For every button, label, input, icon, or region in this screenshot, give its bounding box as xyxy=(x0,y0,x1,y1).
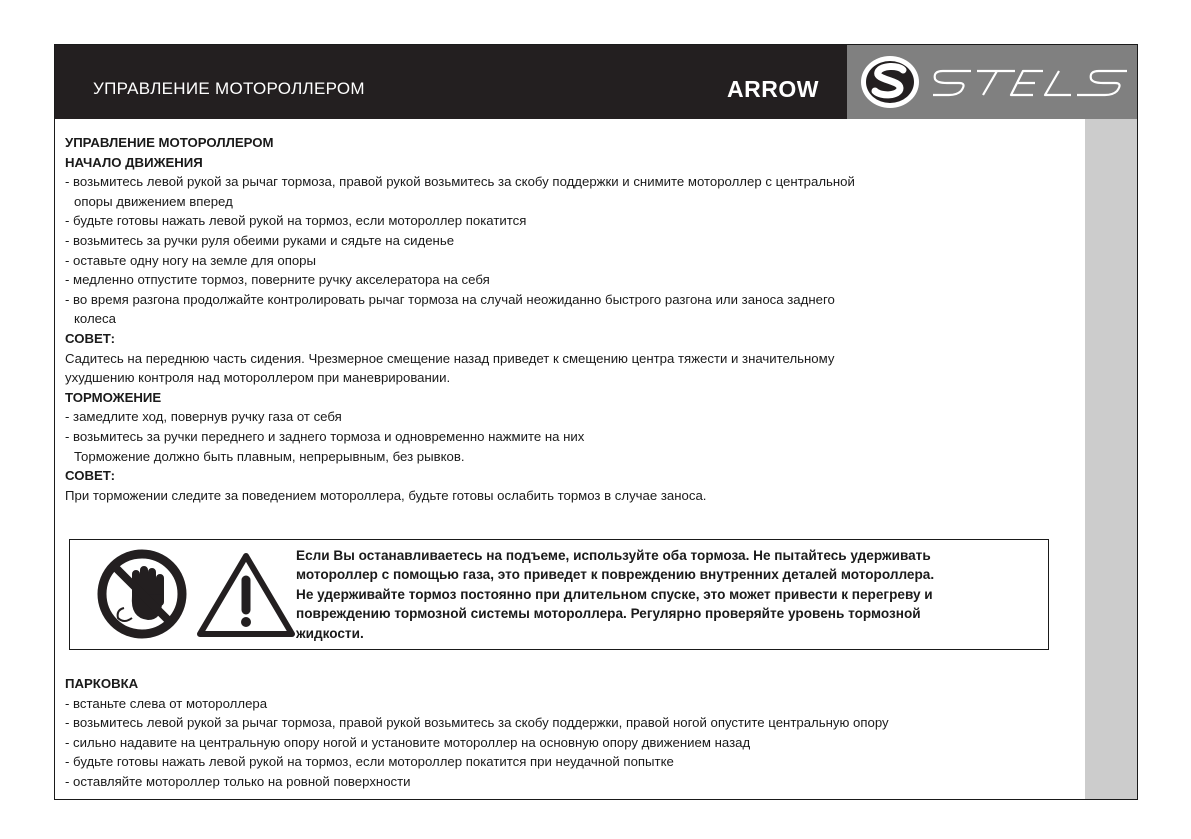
list-item: - оставляйте мотороллер только на ровной поверхности xyxy=(65,773,411,789)
list-item: - оставьте одну ногу на земле для опоры xyxy=(65,252,316,268)
page-header xyxy=(55,45,1137,119)
parking-heading: ПАРКОВКА xyxy=(65,676,139,691)
parking-section xyxy=(65,674,1080,792)
start-heading: НАЧАЛО ДВИЖЕНИЯ xyxy=(65,154,203,170)
stels-s-logo-icon xyxy=(859,53,921,111)
header-title: УПРАВЛЕНИЕ МОТОРОЛЛЕРОМ xyxy=(93,79,365,98)
warning-line: мотороллер с помощью газа, это приведет к повреждению внутренних деталей мотороллера. xyxy=(296,567,935,583)
side-tab-strip xyxy=(1085,119,1137,799)
list-item: - будьте готовы нажать левой рукой на тормоз, если мотороллер покатится xyxy=(65,213,527,229)
stels-wordmark-logo xyxy=(931,67,1131,99)
list-item: - замедлите ход, повернув ручку газа от себя xyxy=(65,409,342,425)
list-item: - сильно надавите на центральную опору ногой и установите мотороллер на основную опору движением назад xyxy=(65,734,751,750)
list-item: - возьмитесь за ручки руля обеими руками и сядьте на сиденье xyxy=(65,232,455,248)
list-item: - встаньте слева от мотороллера xyxy=(65,695,268,711)
manual-page xyxy=(54,44,1138,800)
brand-logo-panel xyxy=(847,45,1137,119)
warning-line: Если Вы останавливаетесь на подъеме, используйте оба тормоза. Не пытайтесь удерживать xyxy=(296,548,931,563)
warning-icons xyxy=(96,548,296,640)
warning-line: Не удерживайте тормоз постоянно при длительном спуске, это может привести к перегреву и xyxy=(296,586,933,602)
tip-heading: СОВЕТ: xyxy=(65,330,116,346)
list-item: - возьмитесь левой рукой за рычаг тормоза, правой рукой возьмитесь за скобу поддержки и снимите мотороллер с центральной xyxy=(65,174,855,190)
warning-triangle-icon xyxy=(200,556,292,634)
model-name: ARROW xyxy=(727,76,819,102)
section-title: УПРАВЛЕНИЕ МОТОРОЛЛЕРОМ xyxy=(65,135,274,150)
list-item: - возьмитесь за ручки переднего и заднего тормоза и одновременно нажмите на них xyxy=(65,428,585,444)
tip-text: При торможении следите за поведением мотороллера, будьте готовы ослабить тормоз в случае заноса. xyxy=(65,487,707,503)
braking-note: Торможение должно быть плавным, непрерывным, без рывков. xyxy=(74,448,465,464)
warning-line: повреждению тормозной системы мотороллера. Регулярно проверяйте уровень тормозной xyxy=(296,606,921,622)
tip-heading: СОВЕТ: xyxy=(65,468,116,484)
list-item-continuation: опоры движением вперед xyxy=(74,193,233,209)
warning-line: жидкости. xyxy=(296,625,364,641)
warning-text xyxy=(296,546,1046,643)
list-item-continuation: колеса xyxy=(74,311,116,327)
tip-text: Садитесь на переднюю часть сидения. Чрезмерное смещение назад приведет к смещению центра тяжести и значительному xyxy=(65,350,835,366)
list-item: - во время разгона продолжайте контролировать рычаг тормоза на случай неожиданно быстрого разгона или заноса заднего xyxy=(65,291,835,307)
tip-text: ухудшению контроля над мотороллером при маневрировании. xyxy=(65,370,451,386)
braking-heading: ТОРМОЖЕНИЕ xyxy=(65,389,162,405)
list-item: - медленно отпустите тормоз, поверните ручку акселератора на себя xyxy=(65,272,490,288)
main-content xyxy=(65,133,1080,505)
no-throttle-hand-icon xyxy=(102,554,182,634)
list-item: - будьте готовы нажать левой рукой на тормоз, если мотороллер покатится при неудачной попытке xyxy=(65,754,674,770)
list-item: - возьмитесь левой рукой за рычаг тормоза, правой рукой возьмитесь за скобу поддержки, правой ногой опустите центральную опору xyxy=(65,715,889,731)
warning-box xyxy=(69,539,1049,650)
